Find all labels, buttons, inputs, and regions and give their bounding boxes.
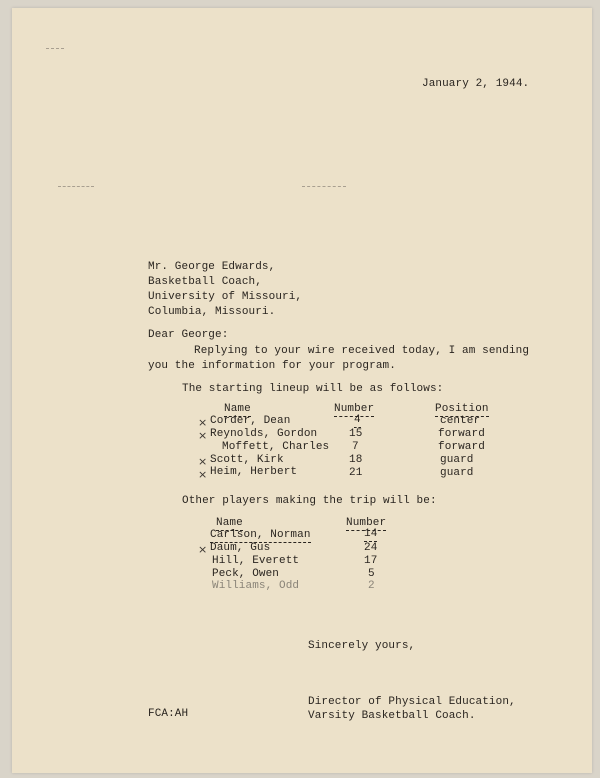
column-header-name: Name <box>216 517 243 529</box>
address-line: University of Missouri, <box>148 291 303 303</box>
player-name: Carlson, Norman <box>210 529 311 541</box>
player-number: 17 <box>364 555 378 567</box>
player-name: Hill, Everett <box>212 555 300 567</box>
typist-initials: FCA:AH <box>148 708 189 720</box>
player-position: guard <box>440 454 474 466</box>
letter-date: January 2, 1944. <box>422 78 530 90</box>
player-number: 14 <box>364 528 378 540</box>
check-mark: × <box>198 416 208 429</box>
body-line: Replying to your wire received today, I am sending <box>194 345 530 357</box>
player-number: 15 <box>349 428 363 440</box>
check-mark: × <box>198 455 208 468</box>
player-number: 7 <box>352 441 359 453</box>
player-name: Peck, Owen <box>212 568 280 580</box>
player-name: Williams, Odd <box>212 580 300 592</box>
margin-mark <box>46 48 64 50</box>
check-mark: × <box>198 468 208 481</box>
column-header-number: Number <box>346 517 387 529</box>
starting-lineup-intro: The starting lineup will be as follows: <box>182 383 444 395</box>
address-line: Columbia, Missouri. <box>148 306 276 318</box>
faint-rule-center <box>302 186 346 188</box>
player-number: 4 <box>354 414 361 426</box>
player-position: forward <box>438 441 485 453</box>
address-line: Mr. George Edwards, <box>148 261 276 273</box>
address-line: Basketball Coach, <box>148 276 262 288</box>
player-number: 2 <box>368 580 375 592</box>
faint-rule-left <box>58 186 94 188</box>
player-name: Reynolds, Gordon <box>210 428 318 440</box>
player-name: Corder, Dean <box>210 415 291 427</box>
column-header-position: Position <box>435 403 489 415</box>
other-players-intro: Other players making the trip will be: <box>182 495 437 507</box>
check-mark: × <box>198 543 208 556</box>
check-mark: × <box>198 429 208 442</box>
signature-line: Director of Physical Education, <box>308 696 516 708</box>
player-name: Daum, Gus <box>210 542 271 554</box>
closing: Sincerely yours, <box>308 640 416 652</box>
body-line: you the information for your program. <box>148 360 396 372</box>
signature-line: Varsity Basketball Coach. <box>308 710 476 722</box>
player-name: Scott, Kirk <box>210 454 284 466</box>
column-header-name: Name <box>224 403 251 415</box>
player-number: 5 <box>368 568 375 580</box>
player-number: 24 <box>364 542 378 554</box>
player-position: forward <box>438 428 485 440</box>
player-position: center <box>440 415 481 427</box>
player-name: Moffett, Charles <box>222 441 330 453</box>
letter-page <box>12 8 592 773</box>
column-header-number: Number <box>334 403 375 415</box>
player-number: 18 <box>349 454 363 466</box>
player-number: 21 <box>349 467 363 479</box>
player-position: guard <box>440 467 474 479</box>
player-name: Heim, Herbert <box>210 466 298 478</box>
salutation: Dear George: <box>148 329 229 341</box>
